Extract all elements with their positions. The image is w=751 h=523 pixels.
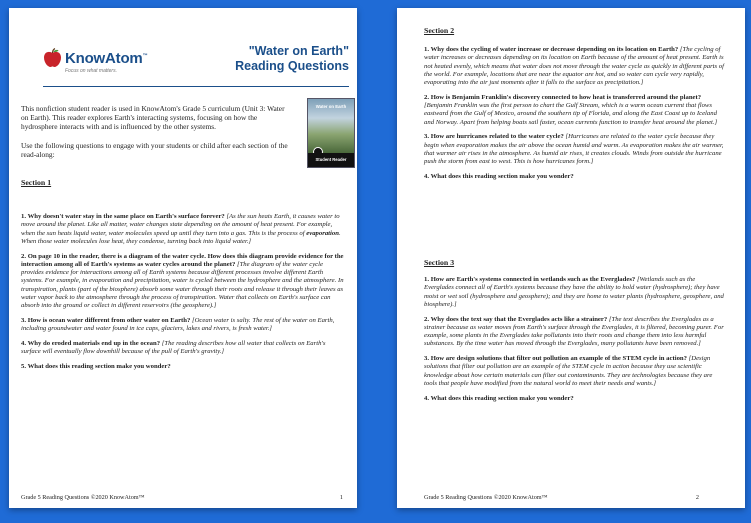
question-text: 1. Why does the cycling of water increase or decrease depending on its location on Earth? (424, 46, 679, 53)
answer-text: [Benjamin Franklin was the first person to chart the Gulf Stream, which is a warm ocean current that flows eastward from the Gulf of Mexico, around the southern tip of Florida, and along the East Coast up to Iceland and Norway. Apart from helping boats sail faster, ocean currents function to transfer heat around the planet.] (424, 102, 718, 126)
student-reader-cover-image (307, 98, 355, 168)
document-page-1 (9, 8, 357, 508)
section-2-heading: Section 2 (424, 26, 455, 35)
question-item (424, 316, 724, 349)
question-text: 1. How are Earth's systems connected in wetlands such as the Everglades? (424, 276, 636, 283)
question-item (424, 133, 724, 166)
title-line-2: Reading Questions (235, 59, 349, 73)
question-item (424, 173, 724, 181)
cover-title: Water on Earth (315, 104, 347, 109)
question-text: 2. On page 10 in the reader, there is a diagram of the water cycle. How does this diagram provide evidence for the interaction among all of Earth's systems as water cycles around the planet? (21, 252, 344, 268)
answer-text: [The text describes the Everglades as a strainer because as water moves from Earth's surface through the Everglades, it is filtered, becoming purer. For example, some plants in the Everglades take pollutants into their roots and change them into less harmful substances. By the time water has moved through the Everglades, many pollutants have been removed.] (424, 315, 724, 348)
question-text: 3. How are hurricanes related to the water cycle? (424, 133, 564, 141)
section-1-questions (21, 213, 345, 378)
question-text: 5. What does this reading section make you wonder? (21, 362, 171, 370)
title-line-1: "Water on Earth" (248, 44, 349, 58)
question-item (21, 253, 345, 311)
apple-icon (43, 48, 62, 68)
answer-keyword: evaporation (306, 229, 339, 237)
section-3-questions (424, 276, 724, 409)
question-text: 1. Why doesn't water stay in the same place on Earth's surface forever? (21, 213, 225, 220)
answer-text: [The cycling of water increases or decreases depending on its location on Earth because of the amount of heat present. Earth is not heated evenly, which means that water does not move through the water cycle as quickly in different parts of the world. For example, locations that are near the equator are hot, and so water can cycle very rapidly, evaporating into the air just moments after it falls to the surface as precipitation.] (424, 46, 725, 86)
document-title (169, 44, 349, 74)
answer-text: [As the sun heats Earth, it causes water to move around the planet. Like all matter, water changes state depending on the amount of heat present. For example, when the sun heats liquid water, water molecules speed up until they turn into a gas. This is the process of (21, 213, 340, 237)
document-page-2 (397, 8, 745, 508)
question-item (424, 355, 724, 388)
logo-wordmark: KnowAtom™ (65, 50, 148, 67)
answer-text: [Wetlands such as the Everglades connect all of Earth's systems because they have the ability to hold water (hydrosphere); they have moist or wet soil (hydrosphere and geosphere); and they are home to water plants (hydrosphere, geosphere, and biosphere).] (424, 276, 724, 308)
answer-text: [Ocean water is salty. The rest of the water on Earth, including groundwater and water found in ice caps, glaciers, lakes and rivers, is fresh water.] (21, 316, 335, 332)
section-3-heading: Section 3 (424, 258, 455, 267)
logo-tagline: Focus on what matters. (65, 68, 117, 74)
question-text: 4. What does this reading section make you wonder? (424, 172, 574, 180)
question-text: 2. How is Benjamin Franklin's discovery connected to how heat is transferred around the planet? (424, 93, 702, 101)
page-number: 1 (339, 494, 343, 501)
page-footer: Grade 5 Reading Questions ©2020 KnowAtom™ (21, 494, 145, 501)
intro-paragraph-2: Use the following questions to engage with your students or child after each section of the read-along: (21, 140, 288, 159)
answer-text: [The diagram of the water cycle provides evidence for interactions among all of Earth systems because different processes involve different Earth systems. For example, in evaporation and precipitation, water is cycled between the hydrosphere and the atmosphere. In transpiration, plants (part of the biosphere) absorb some water through their roots and release it through their leaves as water vapor back to the atmosphere through the process of transpiration. Water that collects on Earth's surface can absorb into the ground or collect in different reservoirs (the geosphere).] (21, 260, 344, 309)
question-item (424, 395, 724, 403)
page-number: 2 (695, 494, 699, 501)
intro-text (21, 104, 291, 168)
cover-band: Student Reader (308, 153, 354, 167)
question-item (21, 363, 345, 371)
answer-text: [The reading describes how all water that collects on Earth's surface will eventually flow downhill because of the pull of Earth's gravity.] (21, 339, 326, 355)
answer-text: [Design solutions that filter out pollution are an example of the STEM cycle in action because they use scientific knowledge about how certain materials can filter out contaminants. They are technologies because they are tools that people have modified from the natural world to meet their needs and wants.] (424, 355, 713, 387)
question-text: 4. What does this reading section make you wonder? (424, 394, 574, 402)
question-item (21, 340, 345, 357)
question-text: 3. How are design solutions that filter out pollution an example of the STEM cycle in action? (424, 355, 687, 362)
intro-paragraph-1: This nonfiction student reader is used in KnowAtom's Grade 5 curriculum (Unit 3: Water on Earth). This reader explores Earth's interacting systems, focusing on how the hydrosphere interacts with and is influenced by the other systems. (21, 104, 285, 132)
page-footer: Grade 5 Reading Questions ©2020 KnowAtom™ (424, 494, 548, 501)
question-text: 4. Why do eroded materials end up in the ocean? (21, 339, 161, 347)
question-text: 2. Why does the text say that the Everglades acts like a strainer? (424, 315, 608, 323)
answer-text-cont: . When those water molecules lose heat, they condense, turning back into liquid water.] (21, 229, 341, 245)
question-item (21, 213, 345, 246)
question-text: 3. How is ocean water different from other water on Earth? (21, 316, 191, 324)
question-item (21, 317, 345, 334)
section-2-questions (424, 46, 724, 188)
question-item (424, 94, 724, 127)
section-1-heading: Section 1 (21, 178, 52, 187)
knowatom-logo (43, 48, 153, 82)
answer-text: [Hurricanes are related to the water cycle because they begin when evaporation makes the air above the ocean humid and warm. As evaporation makes the air warmer, that warmer air rises in the atmosphere. As humid air rises, it creates clouds. Winds from outside the hurricane push the storm from east to west. This is how hurricanes form.] (424, 133, 724, 165)
question-item (424, 46, 724, 87)
question-item (424, 276, 724, 309)
title-divider (43, 86, 349, 87)
